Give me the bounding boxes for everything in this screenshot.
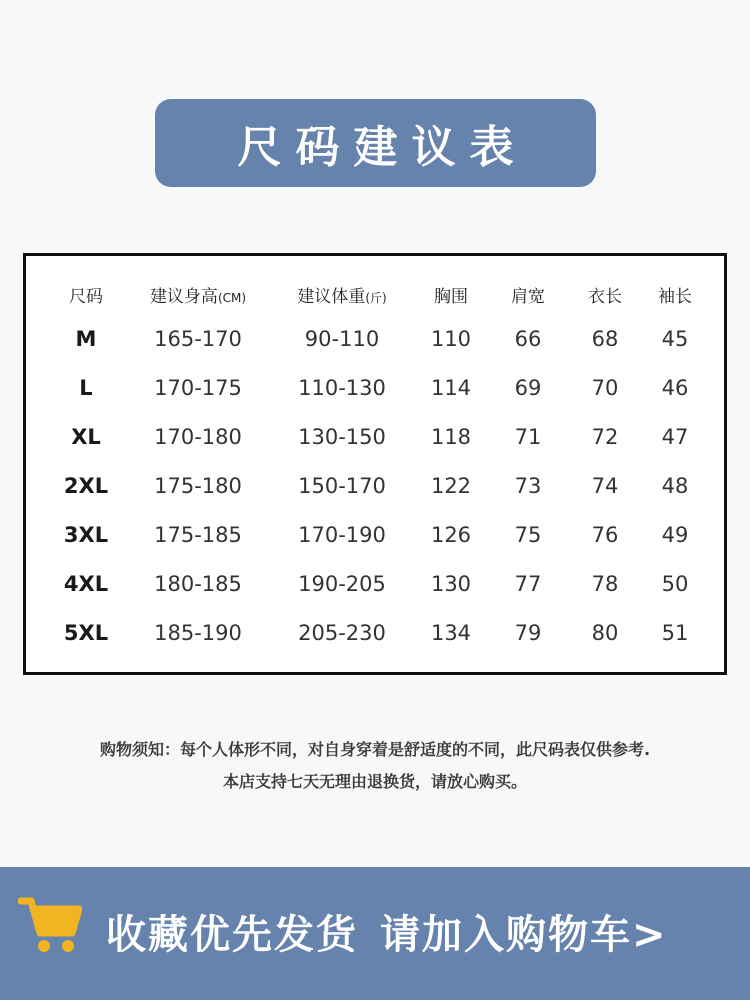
table-header-row: [40, 274, 714, 314]
shopping-cart-icon: [18, 895, 82, 959]
cell-chest: 110: [430, 326, 472, 351]
cell-height: 180-185: [154, 571, 242, 596]
table-row: [40, 461, 714, 510]
header-weight: 建议体重(斤): [297, 286, 387, 307]
favorite-ship-first-text: 收藏优先发货: [106, 912, 358, 958]
cell-height: 165-170: [154, 326, 242, 351]
header-height: 建议身高(CM): [149, 286, 247, 307]
table-row: [40, 608, 714, 657]
cell-length: 80: [591, 620, 619, 645]
cell-length: 70: [591, 375, 619, 400]
cell-height: 170-175: [154, 375, 242, 400]
cell-shoulder: 66: [514, 326, 542, 351]
add-to-cart-text: 请加入购物车>: [380, 912, 668, 958]
cell-height: 175-180: [154, 473, 242, 498]
cell-shoulder: 71: [514, 424, 542, 449]
cell-shoulder: 77: [514, 571, 542, 596]
table-row: [40, 412, 714, 461]
cell-chest: 118: [430, 424, 472, 449]
header-weight-unit: (斤): [365, 290, 387, 305]
header-sleeve: 袖长: [658, 286, 692, 307]
cell-chest: 130: [430, 571, 472, 596]
cell-weight: 150-170: [298, 473, 386, 498]
cell-size: 3XL: [63, 522, 109, 547]
cell-chest: 114: [430, 375, 472, 400]
cell-height: 170-180: [154, 424, 242, 449]
cell-size: XL: [71, 424, 101, 449]
cell-shoulder: 79: [514, 620, 542, 645]
cell-length: 72: [591, 424, 619, 449]
cell-length: 74: [591, 473, 619, 498]
table-row: [40, 559, 714, 608]
header-height-unit: (CM): [217, 290, 247, 305]
table-row: [40, 363, 714, 412]
cell-weight: 130-150: [298, 424, 386, 449]
cell-size: 2XL: [63, 473, 109, 498]
size-table: [40, 274, 714, 657]
header-length: 衣长: [588, 286, 622, 307]
cell-size: M: [75, 326, 97, 351]
table-row: [40, 314, 714, 363]
cell-shoulder: 75: [514, 522, 542, 547]
cell-size: 5XL: [63, 620, 109, 645]
cell-sleeve: 50: [661, 571, 689, 596]
bottom-banner[interactable]: [0, 867, 750, 1000]
cell-weight: 205-230: [298, 620, 386, 645]
add-to-cart-cta[interactable]: [106, 903, 668, 960]
table-row: [40, 510, 714, 559]
cell-length: 76: [591, 522, 619, 547]
cell-shoulder: 69: [514, 375, 542, 400]
page-title: 尺码建议表: [237, 122, 528, 173]
return-policy-notice: 本店支持七天无理由退换货，请放心购买。: [222, 772, 527, 791]
purchase-notice: 购物须知：每个人体形不同，对自身穿着是舒适度的不同，此尺码表仅供参考.: [99, 740, 651, 759]
cell-weight: 190-205: [298, 571, 386, 596]
cell-weight: 90-110: [304, 326, 380, 351]
cell-weight: 110-130: [298, 375, 386, 400]
title-banner: [155, 99, 596, 187]
cell-sleeve: 46: [661, 375, 689, 400]
cell-size: L: [79, 375, 93, 400]
cell-sleeve: 48: [661, 473, 689, 498]
cell-size: 4XL: [63, 571, 109, 596]
cell-length: 78: [591, 571, 619, 596]
header-shoulder: 肩宽: [511, 286, 545, 307]
cell-sleeve: 51: [661, 620, 689, 645]
cell-height: 185-190: [154, 620, 242, 645]
cell-chest: 126: [430, 522, 472, 547]
cell-sleeve: 49: [661, 522, 689, 547]
cell-chest: 122: [430, 473, 472, 498]
cell-length: 68: [591, 326, 619, 351]
cell-sleeve: 47: [661, 424, 689, 449]
cell-height: 175-185: [154, 522, 242, 547]
header-chest: 胸围: [434, 286, 468, 307]
size-chart: [23, 253, 727, 675]
cell-sleeve: 45: [661, 326, 689, 351]
cell-shoulder: 73: [514, 473, 542, 498]
header-size: 尺码: [69, 286, 103, 307]
cell-chest: 134: [430, 620, 472, 645]
cell-weight: 170-190: [298, 522, 386, 547]
